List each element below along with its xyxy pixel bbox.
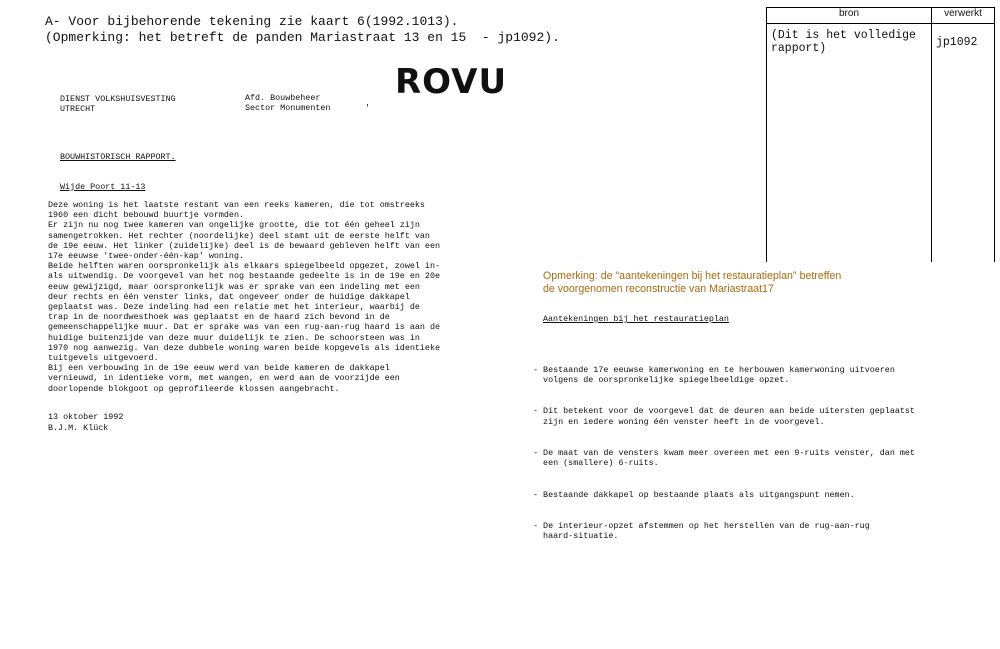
aantekeningen-title: Aantekeningen bij het restauratieplan: [543, 314, 729, 324]
report-title: BOUWHISTORISCH RAPPORT.: [60, 152, 176, 162]
list-item: - De interieur-opzet afstemmen op het herstellen van de rug-aan-rug haard-situatie.: [533, 520, 870, 542]
report-subject: Wijde Poort 11-13: [60, 182, 146, 192]
list-item: - Bestaande 17e eeuwse kamerwoning en te herbouwen kamerwoning uitvoeren volgens de oorspronkelijke spiegelbeeldige opzet.: [533, 364, 895, 386]
list-item: - Dit betekent voor de voorgevel dat de deuren aan beide uitersten geplaatst zijn en iedere woning één venster heeft in de voorgevel.: [533, 406, 915, 427]
header-line-2: (Opmerking: het betreft de panden Mariastraat 13 en 15 - jp1092).: [45, 30, 560, 45]
header-bron: bron: [767, 8, 932, 24]
list-item: - De maat van de vensters kwam meer overeen met een 9-ruits venster, dan met een (smallere) 6-ruits.: [533, 448, 915, 469]
bron-cell: (Dit is het volledige rapport): [767, 24, 932, 263]
header-line-1: A- Voor bijbehorende tekening zie kaart 6(1992.1013).: [45, 14, 459, 29]
stray-mark: ': [365, 103, 371, 113]
report-date: 13 oktober 1992: [48, 412, 124, 422]
rovu-logo: ROVU: [395, 62, 508, 102]
department-line-2: Sector Monumenten: [245, 103, 331, 113]
note-line-1: Opmerking: de "aantekeningen bij het restauratieplan" betreffen: [543, 270, 842, 282]
list-item: - Bestaande dakkapel op bestaande plaats als uitgangspunt nemen.: [533, 489, 855, 500]
verwerkt-cell: jp1092: [932, 24, 995, 263]
org-name-line-1: DIENST VOLKSHUISVESTING: [60, 94, 176, 104]
report-body: Deze woning is het laatste restant van een reeks kameren, die tot omstreeks 1960 een dicht bebouwd buurtje vormden. Er zijn nu nog twee kameren van ongelijke grootte, die tot één geheel zijn samengetrokken. Het rechter (noordelijke) deel stamt uit de eerste helft van de 19e eeuw. Het linker (zuidelijke) deel is de bewaard gebleven helft van een 17e eeuwse 'twee-onder-één-kap' woning. Beide helften waren oorspronkelijk als elkaars spiegelbeeld opgezet, zowel in- als uitwendig. De voorgevel van het nog bestaande gedeelte is in de 19e en 20e eeuw gewijzigd, maar oorspronkelijk was er sprake van een indeling met een deur rechts en één venster links, dat ongeveer onder de huidige dakkapel geplaatst was. Deze indeling had een relatie met het interieur, waarbij de trap in de noordwesthoek was geplaatst en de haard zich bevond in de gemeenschappelijke muur. Dat er sprake was van een rug-aan-rug haard is aan de huidige buitenzijde van deze muur duidelijk te zien. De schoorsteen was in 1970 nog aanwezig. Van deze dubbele woning waren beide kopgevels als identieke tuitgevels uitgevoerd. Bij een verbouwing in de 19e eeuw werd van beide kameren de dakkapel vernieuwd, in identieke vorm, met wangen, en werd aan de voorzijde een doorlopende blokgoot op geprofileerde klossen aangebracht.: [48, 200, 441, 394]
org-name-line-2: UTRECHT: [60, 104, 96, 114]
report-author: B.J.M. Klück: [48, 423, 109, 433]
department-line-1: Afd. Bouwbeheer: [245, 93, 321, 103]
aantekeningen-list: [533, 344, 915, 552]
header-verwerkt: verwerkt: [932, 8, 995, 24]
note-line-2: de voorgenomen reconstructie van Mariastraat17: [543, 283, 774, 295]
source-table: [766, 7, 995, 262]
